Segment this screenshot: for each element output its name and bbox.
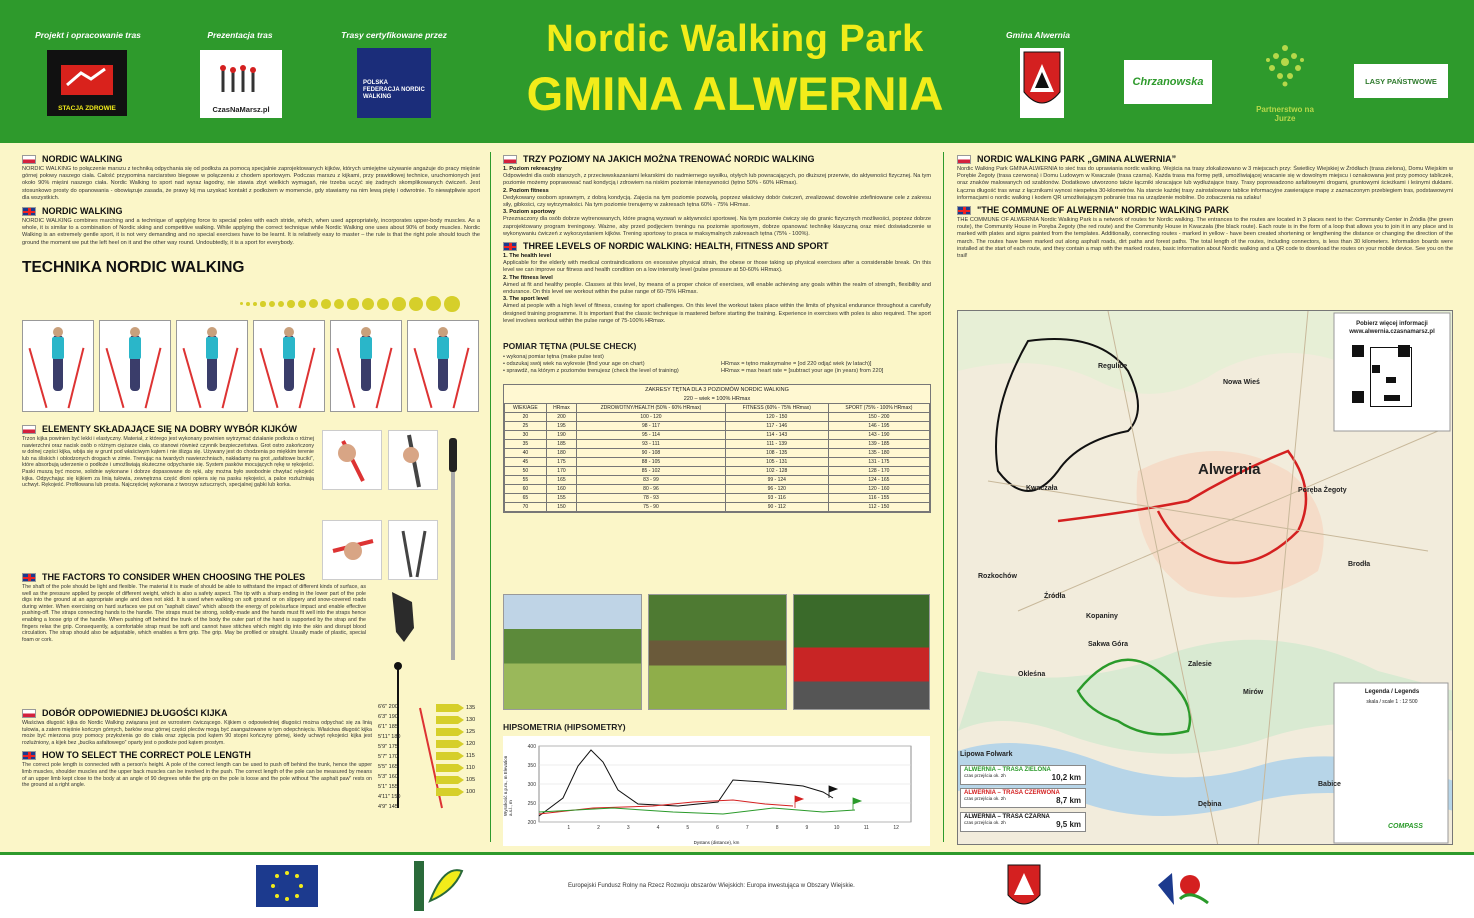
label-gmina: Gmina Alwernia xyxy=(1006,30,1070,40)
table-cell: 100 - 120 xyxy=(577,412,726,421)
table-header-cell: WIEK/AGE xyxy=(505,403,547,412)
table-cell: 165 xyxy=(546,475,576,484)
heading-howto: HOW TO SELECT THE CORRECT POLE LENGTH xyxy=(42,750,251,761)
table-cell: 93 - 116 xyxy=(725,493,828,502)
decorative-dot xyxy=(362,298,374,310)
table-cell: 185 xyxy=(546,439,576,448)
x-tick-label: 3 xyxy=(626,825,630,831)
technique-photo xyxy=(407,320,479,412)
table-header-cell: SPORT (75% - 100% HRmax) xyxy=(828,403,929,412)
x-tick-label: 1 xyxy=(567,825,571,831)
pole-strap-photo xyxy=(388,430,438,490)
table-cell: 78 - 93 xyxy=(577,493,726,502)
height-value: 4'9" 145 xyxy=(378,804,398,810)
x-tick-label: 10 xyxy=(833,825,840,831)
label-presentation: Prezentacja tras xyxy=(207,30,273,40)
height-value: 5'1" 155 xyxy=(378,784,398,790)
route-length: 8,7 km xyxy=(1056,796,1081,805)
chrzanowska-logo: Chrzanowska xyxy=(1124,60,1212,104)
height-value: 5'3" 160 xyxy=(378,774,398,780)
heading-pulse: POMIAR TĘTNA (PULSE CHECK) xyxy=(503,341,637,352)
table-cell: 70 xyxy=(505,502,547,511)
route-length: 9,5 km xyxy=(1056,820,1081,829)
x-tick-label: 12 xyxy=(893,825,899,831)
pulse-step-3: • sprawdź, na którym z poziomów trenujesz (check the level of training) xyxy=(503,368,679,375)
pulse-range-table xyxy=(504,403,930,512)
heading-park-en: "THE COMMUNE OF ALWERNIA" NORDIC WALKING PARK xyxy=(977,205,1230,216)
decorative-dot xyxy=(287,300,295,308)
table-cell: 124 - 165 xyxy=(828,475,929,484)
en-level1-text: Applicable for the elderly with medical contraindications on excessive physical strain, the obese or those taking up physical exercises after a considerable break. On this level we can improve our fitness and health condition on a low intensity level (pulse pressure at 50-60% HRmax). xyxy=(503,260,931,274)
map-place-label: Rozkochów xyxy=(978,573,1017,580)
table-cell: 30 xyxy=(505,430,547,439)
heading-dobor: DOBÓR ODPOWIEDNIEJ DŁUGOŚCI KIJKA xyxy=(42,708,228,718)
height-value: 4'11" 150 xyxy=(378,794,401,800)
partnerstwo-logo: Partnerstwo na Jurze xyxy=(1250,40,1320,126)
map-place-label: Alwernia xyxy=(1198,461,1261,478)
level3-heading: 3. Poziom sportowy xyxy=(503,209,556,216)
height-value: 5'11" 180 xyxy=(378,734,401,740)
header-bar xyxy=(0,0,1474,143)
en-level2-text: Aimed at fit and healthy people. Classes at this level, by means of a proper choice of exercises, will enable achieving any goals within the realm of strength, flexibility and endurance. On this level we workout within the pulse range of 60-75% HRmax. xyxy=(503,281,931,296)
table-cell: 120 - 160 xyxy=(828,484,929,493)
prow-logo xyxy=(1150,865,1214,913)
height-value: 5'7" 170 xyxy=(378,754,398,760)
decorative-dot xyxy=(392,297,406,311)
eu-flag-icon xyxy=(256,865,318,907)
uk-flag-icon xyxy=(22,207,36,216)
level1-text: Odpowiedni dla osób starszych, z przeciwwskazaniami lekarskimi do nadmiernego wysiłku, otyłych lub powracających, po dłuższej przerwie, do aktywności fizycznej. Na tym poziomie możemy poprawować nad kondycją i zdrowiem na niskim poziomie intensywności (tętno 50% - 60% HRmax). xyxy=(503,173,931,187)
text-elementy: Trzon kijka powinien być lekki i elastyczny. Materiał, z którego jest wykonany powinien wytrzymać działanie podłoża o różnej nawierzchni oraz nacisk osób o różnym ciężarze ciała, co stanowi również czynnik bezpieczeństwa. Grot ostro zakończony w dolnej części kijka, wbija się w grunt pod właściwym kątem i nie ślizga się. Używany jest do chodzenia po miękkim terenie lub na śliskich i oblodzonych drogach w zimie. Trenując na twardych nawierzchniach, nakładamy na grot „asfaltowe buciki”, które absorbują uderzenie o podłoże i umożliwiają skuteczne odpychanie się. System pasków mocujących rękę w rękojeści. Paski muszą być mocne, solidnie wykonane i dobrze dopasowane do ręki, aby można było swobodnie chwytać rękojeść kijka. Odpychając się kijkiem za linią tułowia, zewnętrzna część dłoni opiera się na pasku rękojeści, a palce rozluźniają uchwyt. Rękojeść. Profilowana lub prosta. Najczęściej wykonana z tworzyw sztucznych, specjalnej gąbki lub korka. xyxy=(22,436,314,489)
heading-levels-en: THREE LEVELS OF NORDIC WALKING: HEALTH, FITNESS AND SPORT xyxy=(523,241,829,252)
decorative-dot xyxy=(409,297,423,311)
decorative-dots xyxy=(240,296,460,312)
level2-heading: 2. Poziom fitness xyxy=(503,187,549,194)
heading-park-pl: NORDIC WALKING PARK „GMINA ALWERNIA” xyxy=(977,154,1177,164)
x-tick-label: 6 xyxy=(716,825,719,831)
table-subtitle: 220 – wiek = 100% HRmax xyxy=(683,395,751,402)
decorative-dot xyxy=(269,301,275,307)
table-cell: 146 - 195 xyxy=(828,421,929,430)
table-row xyxy=(505,412,930,421)
y-tick-label: 350 xyxy=(527,763,536,769)
table-cell: 128 - 170 xyxy=(828,466,929,475)
table-cell: 93 - 111 xyxy=(577,439,726,448)
czasnamarsz-logo: CzasNaMarsz.pl xyxy=(200,50,282,118)
table-header-cell: HRmax xyxy=(546,403,576,412)
polish-flag-icon xyxy=(22,425,36,434)
table-row xyxy=(505,484,930,493)
pole-hand-photo xyxy=(322,520,382,580)
text-dobor: Właściwa długość kijka do Nordic Walking związana jest ze wzrostem ćwiczącego. Kijkiem o odpowiedniej długości można odpychać się za linią tułowia, a zatem mięśnie kończyn górnych, barków oraz górnej części pleców mogą być zaangażowane w tym odepchnięciu. Właściwa długość kijka może być mierzona przy pomocy przyłożenia go do ciała oraz zgięcia pod kątem 90 stopni kończyny górnej, kiedy uchwyt rękojeści kijka jest rozluźniony, a kijek bez „bucika asfaltowego” oparty jest o podłoże pod kątem prostym. xyxy=(22,720,372,746)
table-row xyxy=(505,430,930,439)
polish-flag-icon xyxy=(22,155,36,164)
map-place-label: Babice xyxy=(1318,781,1341,788)
decorative-dot xyxy=(260,301,265,306)
x-tick-label: 2 xyxy=(597,825,600,831)
decorative-dot xyxy=(278,301,285,308)
map-place-label: Dębina xyxy=(1198,801,1222,808)
map-place-label: Poręba Żegoty xyxy=(1298,487,1347,494)
text-nw-pl: NORDIC WALKING to połączenie marszu z techniką odpychania się od podłoża za pomocą specjalnie zaprojektowanych kijków, których umiejętne używanie angażuje do pracy mięśnie górnej połowy naszego ciała. Całość przypomina narciarstwo biegowe w połączeniu z chodem sportowym. Podczas marszu z kijkami, przy prawidłowej technice, uruchomionych jest około 90% mięśni naszego ciała. Nordic Walking to sport nad wyraz łagodny, nie stawia zbyt wielkich wymagań, nie trzeba uczyć się żadnych skomplikowanych ćwiczeń. Jest stosunkowo prosty do opanowania - obowiązuje zasada, że prawy kij ma uzyskać kontakt z podłożem w momencie, gdy stawiamy na nim lewą piętę i odwrotnie. To niewątpliwie sport dla wszystkich. xyxy=(22,166,480,201)
table-cell: 95 - 114 xyxy=(577,430,726,439)
x-tick-label: 9 xyxy=(805,825,809,831)
shelter-photo xyxy=(648,594,787,710)
hipsometry-svg xyxy=(503,736,930,846)
divider xyxy=(943,152,944,842)
route-time: czas przejścia ok. 2h xyxy=(964,820,1006,825)
table-cell: 55 xyxy=(505,475,547,484)
decorative-dot xyxy=(309,299,318,308)
text-howto: The correct pole length is connected with a person's height. A pole of the correct length can be used to push off behind the trunk, hence the upper limb muscles, shoulder muscles and the upper back muscles can be involved in the push. The correct length of the pole can be measured by means of an upper limb kept close to the body at an angle of 90 degrees while the grip on the pole is loose and the pole without "the asphalt paw" rests on the ground at a right angle. xyxy=(22,762,372,789)
poles-section xyxy=(22,424,314,489)
heading-elementy: ELEMENTY SKŁADAJĄCE SIĘ NA DOBRY WYBÓR KIJKÓW xyxy=(42,424,298,434)
route-time: czas przejścia ok. 2h xyxy=(964,773,1006,778)
table-cell: 60 xyxy=(505,484,547,493)
table-cell: 200 xyxy=(546,412,576,421)
map-place-label: Lipowa Folwark xyxy=(960,751,1013,758)
pole-length-value: 120 xyxy=(466,741,476,747)
table-cell: 105 - 131 xyxy=(725,457,828,466)
heading-hipsometry: HIPSOMETRIA (HIPSOMETRY) xyxy=(503,722,626,732)
lasy-panstwowe-logo: LASY PAŃSTWOWE xyxy=(1354,64,1448,98)
pole-length-value: 105 xyxy=(466,777,476,783)
x-tick-label: 11 xyxy=(863,825,869,831)
column-park xyxy=(957,154,1453,260)
table-cell: 45 xyxy=(505,457,547,466)
map-place-label: Brodła xyxy=(1348,561,1371,568)
table-cell: 114 - 143 xyxy=(725,430,828,439)
uk-flag-icon xyxy=(22,751,36,760)
hipsometry-xlabel: Dystans (distance), km xyxy=(693,840,740,845)
decorative-dot xyxy=(444,296,460,312)
leader-logo xyxy=(414,861,466,911)
table-cell: 117 - 146 xyxy=(725,421,828,430)
footer-bar xyxy=(0,852,1474,918)
label-certified: Trasy certyfikowane przez xyxy=(341,30,447,40)
pfnw-logo: POLSKA FEDERACJA NORDIC WALKING xyxy=(357,48,431,118)
route-time: czas przejścia ok. 2h xyxy=(964,796,1006,801)
table-row xyxy=(505,421,930,430)
table-cell: 175 xyxy=(546,457,576,466)
title-park: Nordic Walking Park xyxy=(546,18,924,60)
qr-caption: Pobierz więcej informacji xyxy=(1356,321,1428,327)
decorative-dot xyxy=(334,299,345,310)
table-cell: 108 - 135 xyxy=(725,448,828,457)
table-cell: 98 - 117 xyxy=(577,421,726,430)
table-cell: 195 xyxy=(546,421,576,430)
qr-url[interactable]: www.alwernia.czasnamarsz.pl xyxy=(1349,329,1435,335)
level3-text: Przeznaczony dla osób dobrze wytrenowanych, które pragną wyzwań w aktywności sportowej. Na tym poziomie ćwiczy się do granic fizycznych możliwości, poprzez dobrze zaprojektowany program treningowy. Ważne, aby przed podjęciem treningu na poziomie sportowym, dobrze opanować technikę klasyczną oraz mieć doświadczenie w wykonywaniu ćwiczeń z wykorzystaniem kijków. Trening sportowy to praca w maksymalnych zakresach tętna (75% - 100%). xyxy=(503,216,931,237)
table-header-cell: ZDROWOTNY/HEALTH (50% - 60% HRmax) xyxy=(577,403,726,412)
uk-flag-icon xyxy=(957,206,971,215)
table-header-row xyxy=(505,403,930,412)
text-nw-en: NORDIC WALKING combines marching and a technique of applying force to special poles with each stride, which, when used appropriately, incorporates upper-body muscles. As a whole, it is similar to a combination of Nordic skiing and competitive walking. While applying the correct technique while Nordic Walking one uses about 90% of body muscles. Nordic Walking is an extremely gentle sport, it is not very demanding and no special exercises have to be learnt. It is relatively easy to master – the rule is that the right pole should touch the ground the moment we put the left heel on it and the other way round. Undoubtedly, it is a sport for everybody. xyxy=(22,218,480,246)
uk-flag-icon xyxy=(22,573,36,582)
pole-length-column xyxy=(466,702,475,798)
table-cell: 120 - 150 xyxy=(725,412,828,421)
technique-photo xyxy=(330,320,402,412)
route-card[interactable] xyxy=(960,765,1086,785)
pole-length-chart xyxy=(378,660,478,812)
route-length: 10,2 km xyxy=(1051,773,1081,782)
pole-length-value: 130 xyxy=(466,717,476,723)
map-place-label: Sakwa Góra xyxy=(1088,641,1129,648)
table-row xyxy=(505,502,930,511)
text-factors: The shaft of the pole should be light and flexible. The material it is made of should be able to withstand the impact of different kinds of surface, as well as the pressure applied by people of different weight, which is also a safety aspect. The tip with a sharp ending in the lower part of the pole digs into the ground at an appropriate angle and does not skid. It is used when walking on soft ground or on slippery and snow-covered roads during winter. When exercising on hard surfaces we put on "asphalt claws" which absorb the energy of pole/surface impact and enable effective pushing-off. The straps connecting hands to the handle. The straps must be strong, solidly-made and the hands must fit well into the straps hence enabling a loose grip of the handle. When pushing off behind the trunk of the body the outer part of the hand is supported by the strap and the fingers relax the grip. Consequently, a comfortable strap must be soft and cannot have stitches which might dig into the skin and disrupt blood circulation. The strap should also be adjustable, which enables a firm grip. The grip. May be profiled or straight. Usually made of plastic, special foam or cork. xyxy=(22,584,366,643)
en-level2-heading: 2. The fitness level xyxy=(503,274,553,281)
map-place-label: Okleśna xyxy=(1018,671,1046,678)
route-card[interactable] xyxy=(960,812,1086,832)
uk-flag-icon xyxy=(503,242,517,251)
table-row xyxy=(505,475,930,484)
table-cell: 65 xyxy=(505,493,547,502)
pulse-step-1: • wykonaj pomiar tętna (make pulse test) xyxy=(503,354,604,361)
route-name: ALWERNIA – TRASA CZERWONA xyxy=(964,790,1060,796)
column-levels xyxy=(503,154,931,513)
y-tick-label: 200 xyxy=(527,820,536,826)
stacja-zdrowie-logo: STACJA ZDROWIE xyxy=(47,50,127,116)
y-tick-label: 400 xyxy=(527,744,536,750)
table-cell: 160 xyxy=(546,484,576,493)
table-cell: 90 - 108 xyxy=(577,448,726,457)
table-cell: 170 xyxy=(546,466,576,475)
meadow-photo xyxy=(503,594,642,710)
decorative-dot xyxy=(240,302,243,305)
polish-flag-icon xyxy=(957,155,971,164)
table-cell: 190 xyxy=(546,430,576,439)
height-value: 5'5" 165 xyxy=(378,764,398,770)
text-park-en: THE COMMUNE OF ALWERNIA Nordic Walking Park is a network of routes for Nordic walking. The entrances to the routes are located in 3 places next to the: Community Center in Źródła (the green route), the Community House in Poręba Żegoty (the red route) and the Community House in Kwaczała (the black route). Each route is in the form of a loop that allows you to join it in any place and is marked with plates and signs painted from the templates. Additionally, connecting routes - marked in yellow - have been created shortening or lengthening the distance or changing the direction of the march. The routes have been marked out along asphalt roads, dirt paths and forest paths. The total length of the routes, including connectors, is less than 30 kilometers. Information boards were installed at the start of each route, and they contain a map with the marked routes, basic information about Nordic walking and a QR code to download the routes on your mobile device. See you on the trail! xyxy=(957,217,1453,260)
technique-photo xyxy=(22,320,94,412)
map-place-label: Zalesie xyxy=(1188,661,1212,668)
technique-photo xyxy=(99,320,171,412)
table-cell: 102 - 128 xyxy=(725,466,828,475)
decorative-dot xyxy=(377,298,390,311)
alwernia-coat-of-arms-icon xyxy=(1020,48,1064,118)
table-cell: 40 xyxy=(505,448,547,457)
heading-nw-pl: NORDIC WALKING xyxy=(42,154,123,164)
table-cell: 150 xyxy=(546,502,576,511)
heading-technika: TECHNIKA NORDIC WALKING xyxy=(22,258,245,276)
pulse-table xyxy=(503,384,931,513)
decorative-dot xyxy=(321,299,331,309)
table-title: ZAKRESY TĘTNA DLA 3 POZIOMÓW NORDIC WALKING xyxy=(645,386,789,393)
map-place-label: Nowa Wieś xyxy=(1223,379,1260,386)
table-cell: 116 - 155 xyxy=(828,493,929,502)
x-tick-label: 4 xyxy=(656,825,660,831)
text-park-pl: Nordic Walking Park GMINA ALWERNIA to sieć tras do uprawiania nordic walking. Wejścia na trasy zlokalizowano w 3 miejscach przy: Świetlicy Wiejskiej w Źródłach (trasa zielona), Domu Wiejskim w Porębie Żegoty (trasa czerwona) i Domu Ludowym w Kwaczale (trasa czarna). Każda trasa ma formę pętli, umożliwiającej wracanie się w dowolnym miejscu i oznakowana jest przy pomocy tabliczek, oraz znaków malowanych od szablonów. Dodatkowo utworzono także łączniki skracające lub wydłużające trasy. Trasy poprowadzono asfaltowymi drogami, gruntowymi ścieżkami i leśnymi duktami. Łączna długość tras wraz z łącznikami wynosi niespełna 30-kilometrów. Na starcie każdej trasy zainstalowano tablice informacyjne zawierające mapę z zaznaczonym przebiegiem tras, podstawowymi informacjami o nordic walking i kodem QR umożliwiającym pobranie tras na urządzenie mobilne. Do zobaczenia na szlaku! xyxy=(957,166,1453,201)
table-cell: 25 xyxy=(505,421,547,430)
x-tick-label: 5 xyxy=(686,825,690,831)
decorative-dot xyxy=(298,300,306,308)
pole-grip-photo xyxy=(322,430,382,490)
table-row xyxy=(505,457,930,466)
en-level3-text: Aimed at people with a high level of fitness, craving for sport challenges. On this level the workout takes place within the limits of physical endurance throughout a carefully designed training programme. It is important that the classic technique is mastered before starting the training. Experience in exercises with poles is also required. The sport level involves workout within the pulse range of 75-100% HRmax. xyxy=(503,303,931,324)
x-tick-label: 8 xyxy=(775,825,779,831)
y-tick-label: 300 xyxy=(527,782,536,788)
table-cell: 50 xyxy=(505,466,547,475)
qr-code-icon xyxy=(1370,347,1412,407)
heading-factors: THE FACTORS TO CONSIDER WHEN CHOOSING THE POLES xyxy=(42,572,306,582)
table-row xyxy=(505,439,930,448)
polish-flag-icon xyxy=(22,709,36,718)
technique-photo xyxy=(253,320,325,412)
polish-flag-icon xyxy=(503,155,517,164)
technique-photo xyxy=(176,320,248,412)
x-tick-label: 7 xyxy=(745,825,749,831)
decorative-dot xyxy=(426,296,441,311)
table-cell: 111 - 139 xyxy=(725,439,828,448)
table-cell: 85 - 102 xyxy=(577,466,726,475)
table-cell: 88 - 105 xyxy=(577,457,726,466)
footer-text: Europejski Fundusz Rolny na Rzecz Rozwoju obszarów Wiejskich: Europa inwestująca w Obszary Wiejskie. xyxy=(568,883,855,889)
pole-diagram xyxy=(440,436,466,672)
pole-length-value: 115 xyxy=(466,753,475,759)
pole-length-value: 110 xyxy=(466,765,475,771)
heading-levels-pl: TRZY POZIOMY NA JAKICH MOŻNA TRENOWAĆ NORDIC WALKING xyxy=(523,154,815,164)
route-card[interactable] xyxy=(960,788,1086,808)
map-place-label: Kwaczała xyxy=(1026,485,1058,492)
legend-heading: Legenda / Legends xyxy=(1364,689,1420,695)
level2-text: Dedykowany osobom sprawnym, z dobrą kondycją. Zajęcia na tym poziomie pozwolą, poprzez właściwy dobór ćwiczeń, zrealizować dowolnie zdefiniowane cele z zakresu siły, gibkości, czy wytrzymałości. Na tym poziomie trenujemy w zakresach tętna 60% - 75% HRmax. xyxy=(503,194,931,209)
route-name: ALWERNIA – TRASA ZIELONA xyxy=(964,767,1051,773)
hrmax-formula-en: HRmax = max heart rate = [subtract your age (in years) from 220] xyxy=(721,368,884,375)
table-cell: 155 xyxy=(546,493,576,502)
table-row xyxy=(505,448,930,457)
table-cell: 83 - 99 xyxy=(577,475,726,484)
table-cell: 99 - 124 xyxy=(725,475,828,484)
table-cell: 20 xyxy=(505,412,547,421)
compass-logo: COMPASS xyxy=(1388,823,1423,830)
table-cell: 80 - 96 xyxy=(577,484,726,493)
table-cell: 180 xyxy=(546,448,576,457)
y-tick-label: 250 xyxy=(527,801,536,807)
table-row xyxy=(505,493,930,502)
table-cell: 96 - 120 xyxy=(725,484,828,493)
divider xyxy=(490,152,491,842)
height-value: 6'3" 190 xyxy=(378,714,398,720)
hipsometry-chart xyxy=(503,736,930,846)
table-row xyxy=(505,466,930,475)
column-technique xyxy=(22,154,480,283)
pulse-step-2: • odszukaj swój wiek na wykresie (find your age on chart) xyxy=(503,361,645,368)
decorative-dot xyxy=(253,302,258,307)
asphalt-paw-photo xyxy=(384,588,424,648)
en-level3-heading: 3. The sport level xyxy=(503,296,549,303)
height-value: 6'1" 185 xyxy=(378,724,398,730)
pole-length-value: 135 xyxy=(466,705,476,711)
map-place-label: Mirów xyxy=(1243,689,1264,696)
height-value: 5'9" 175 xyxy=(378,744,398,750)
pole-length-value: 125 xyxy=(466,729,476,735)
heights-column xyxy=(378,702,400,812)
table-cell: 75 - 90 xyxy=(577,502,726,511)
table-cell: 139 - 185 xyxy=(828,439,929,448)
legend-scale: skala / scale 1 : 12 500 xyxy=(1366,699,1418,705)
table-header-cell: FITNESS (60% - 75% HRmax) xyxy=(725,403,828,412)
dobor-section xyxy=(22,708,372,789)
hipsometry-ylabel: Wysokość n.p.m., m Elevation a.s.l., m xyxy=(503,755,513,816)
pole-hands-photo xyxy=(388,520,438,580)
decorative-dot xyxy=(347,298,358,309)
hrmax-formula-pl: HRmax = tętno maksymalne = [od 220 odjąć wiek (w latach)] xyxy=(721,361,872,368)
table-cell: 131 - 175 xyxy=(828,457,929,466)
table-cell: 150 - 200 xyxy=(828,412,929,421)
alwernia-coat-of-arms-icon xyxy=(1006,863,1042,915)
label-project: Projekt i opracowanie tras xyxy=(35,30,141,40)
table-cell: 135 - 180 xyxy=(828,448,929,457)
map-place-label: Kopaniny xyxy=(1086,613,1118,620)
title-gmina: GMINA ALWERNIA xyxy=(526,67,944,120)
map-place-label: Regulice xyxy=(1098,363,1128,370)
en-level1-heading: 1. The health level xyxy=(503,253,552,260)
table-cell: 112 - 150 xyxy=(828,502,929,511)
height-value: 6'6" 200 xyxy=(378,704,398,710)
fire-truck-photo xyxy=(793,594,930,710)
table-cell: 143 - 190 xyxy=(828,430,929,439)
decorative-dot xyxy=(246,302,250,306)
pole-length-value: 100 xyxy=(466,789,476,795)
map-place-label: Źródła xyxy=(1044,593,1066,600)
table-cell: 35 xyxy=(505,439,547,448)
table-cell: 90 - 112 xyxy=(725,502,828,511)
heading-nw-en: NORDIC WALKING xyxy=(42,206,123,217)
level1-heading: 1. Poziom rekreacyjny xyxy=(503,166,562,172)
technique-photo-strip xyxy=(22,320,479,412)
route-name: ALWERNIA – TRASA CZARNA xyxy=(964,814,1050,820)
